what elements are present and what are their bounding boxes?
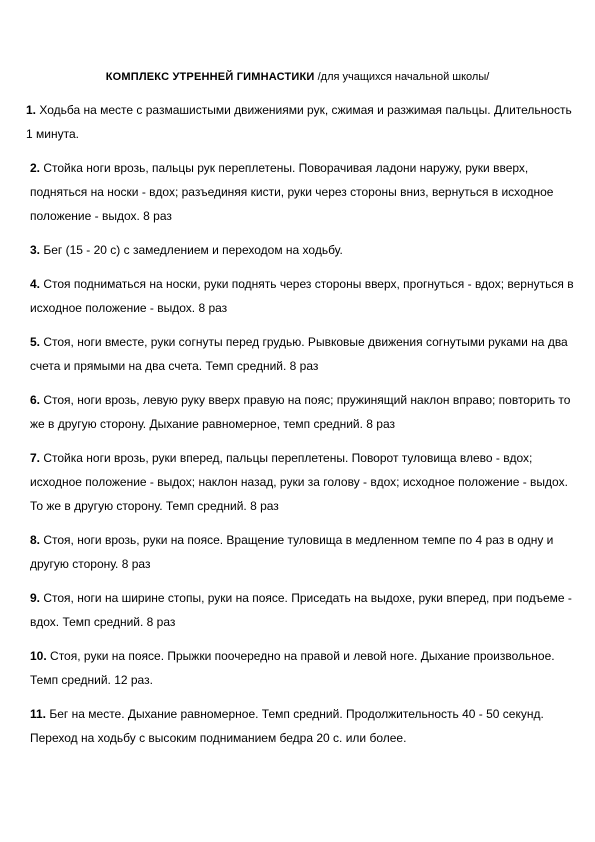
exercise-item <box>26 238 574 262</box>
exercise-text: Стойка ноги врозь, руки вперед, пальцы переплетены. Поворот туловища влево - вдох; исходное положение - выдох; наклон назад, руки за голову - вдох; исходное положение - выдох. То же в другую сторону. Темп средний. 8 раз <box>30 451 568 513</box>
document-title <box>0 70 595 84</box>
exercise-text: Стоя, ноги врозь, руки на поясе. Вращение туловища в медленном темпе по 4 раз в одну и другую сторону. 8 раз <box>30 533 554 571</box>
exercise-number: 11. <box>30 707 47 721</box>
title-main: КОМПЛЕКС УТРЕННЕЙ ГИМНАСТИКИ <box>105 71 315 83</box>
exercise-text: Бег (15 - 20 с) с замедлением и переходом на ходьбу. <box>43 243 343 257</box>
exercise-number: 8. <box>30 533 41 547</box>
exercise-text: Стоя, ноги на ширине стопы, руки на поясе. Приседать на выдохе, руки вперед, при подъеме - вдох. Темп средний. 8 раз <box>30 591 572 629</box>
exercise-item <box>26 586 574 634</box>
exercise-number: 6. <box>30 393 41 407</box>
title-sub: /для учащихся начальной школы/ <box>317 71 490 83</box>
exercise-number: 10. <box>30 649 47 663</box>
exercise-text: Стоя, руки на поясе. Прыжки поочередно на правой и левой ноге. Дыхание произвольное. Темп средний. 12 раз. <box>30 649 555 687</box>
exercise-number: 1. <box>26 103 37 117</box>
exercise-number: 2. <box>30 161 41 175</box>
exercise-list <box>26 98 574 760</box>
exercise-text: Бег на месте. Дыхание равномерное. Темп средний. Продолжительность 40 - 50 секунд. Переход на ходьбу с высоким подниманием бедра 20 с. или более. <box>30 707 544 745</box>
exercise-item <box>26 388 574 436</box>
exercise-item <box>26 644 574 692</box>
exercise-number: 3. <box>30 243 41 257</box>
exercise-item <box>26 156 574 228</box>
exercise-item <box>26 330 574 378</box>
exercise-item <box>26 528 574 576</box>
exercise-number: 4. <box>30 277 41 291</box>
exercise-item <box>26 272 574 320</box>
exercise-number: 7. <box>30 451 41 465</box>
exercise-number: 5. <box>30 335 41 349</box>
exercise-text: Стоя, ноги вместе, руки согнуты перед грудью. Рывковые движения согнутыми руками на два счета и прямыми на два счета. Темп средний. 8 раз <box>30 335 568 373</box>
exercise-number: 9. <box>30 591 41 605</box>
exercise-text: Стойка ноги врозь, пальцы рук переплетены. Поворачивая ладони наружу, руки вверх, подняться на носки - вдох; разъединяя кисти, руки через стороны вниз, вернуться в исходное положение - выдох. 8 раз <box>30 161 554 223</box>
exercise-text: Стоя, ноги врозь, левую руку вверх правую на пояс; пружинящий наклон вправо; повторить то же в другую сторону. Дыхание равномерное, темп средний. 8 раз <box>30 393 571 431</box>
exercise-text: Ходьба на месте с размашистыми движениями рук, сжимая и разжимая пальцы. Длительность 1 минута. <box>26 103 572 141</box>
exercise-item <box>26 98 574 146</box>
exercise-text: Стоя подниматься на носки, руки поднять через стороны вверх, прогнуться - вдох; вернуться в исходное положение - выдох. 8 раз <box>30 277 574 315</box>
exercise-item <box>26 446 574 518</box>
exercise-item <box>26 702 574 750</box>
